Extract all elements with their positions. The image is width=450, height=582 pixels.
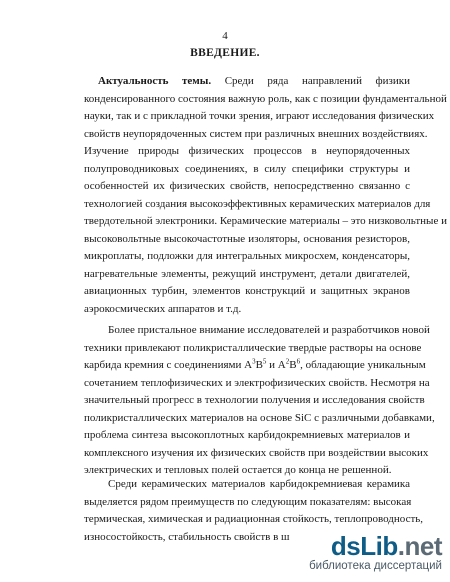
dslib-logo: dsLib.net	[330, 531, 442, 561]
text-line: значительный прогресс в технологии получения и исследования свойств	[84, 394, 425, 406]
text-line: выделяется рядом преимуществ по следующим показателям: высокая	[84, 495, 412, 508]
lead-term: Актуальность темы.	[98, 75, 212, 87]
text-line: особенностей их физических свойств, непосредственно связанно с	[84, 180, 410, 192]
text-line: поликристаллических материалов на основе SiC с различными добавками,	[84, 411, 435, 424]
text-line: Среди керамических материалов карбидокремниевая керамика	[108, 478, 410, 490]
paragraph-relevance	[84, 73, 447, 318]
text-line: комплексного изучения их физических свойств при воздействии высоких	[84, 446, 429, 459]
section-heading: ВВЕДЕНИЕ.	[190, 47, 260, 59]
text-line: Изучение природы физических процессов в неупорядоченных	[84, 145, 410, 157]
text-line: сочетанием теплофизических и электрофизических свойств. Несмотря на	[84, 376, 430, 389]
text-line: свойств неупорядоченных систем при различных внешних воздействиях.	[84, 127, 428, 140]
text-line: техники привлекают поликристаллические твердые растворы на основе	[84, 341, 422, 354]
page-number: 4	[222, 30, 228, 42]
text-line: авиационных турбин, элементов конструкций и защитных экранов	[84, 285, 410, 297]
text-line: твердотельной электроники. Керамические материалы – это низковольтные и	[84, 215, 447, 227]
text-line: термическая, химическая и радиационная стойкость, теплопроводность,	[84, 513, 424, 525]
paragraph-materials	[84, 322, 435, 480]
text-line: технологией создания высокоэффективных керамических материалов для	[84, 197, 431, 210]
text-line: Актуальность темы. Среди ряда направлений физики	[98, 75, 411, 87]
dslib-subtitle: библиотека диссертаций	[309, 560, 442, 572]
text-line: Более пристальное внимание исследователей и разработчиков новой	[108, 324, 430, 336]
text-line: электрических и тепловых полей остается до конца не решенной.	[84, 464, 392, 476]
text-line: нагревательные элементы, режущий инструмент, детали двигателей,	[84, 267, 410, 280]
text-line: проблема синтеза высокоплотных карбидокремниевых материалов и	[84, 429, 410, 441]
text-line: аэрокосмических аппаратов и т.д.	[84, 302, 242, 315]
text-line: микроплаты, подложки для интегральных микросхем, конденсаторы,	[84, 250, 410, 262]
text-line-formula: карбида кремния с соединениями $A^3B^5$ и $A^2B^6$, обладающие уникальным	[84, 357, 426, 371]
text-line: конденсированного состояния важную роль, как с позиции фундаментальной	[84, 92, 447, 105]
text-line: науки, так и с прикладной точки зрения, играют исследования физических	[84, 110, 435, 122]
dslib-watermark	[309, 533, 442, 572]
text-line: высоковольтные высокочастотные изоляторы, основания резисторов,	[84, 232, 410, 245]
text-line: полупроводниковых соединениях, в силу специфики структуры и	[84, 162, 410, 175]
text-line: износостойкость, стабильность свойств в ш	[84, 530, 290, 543]
